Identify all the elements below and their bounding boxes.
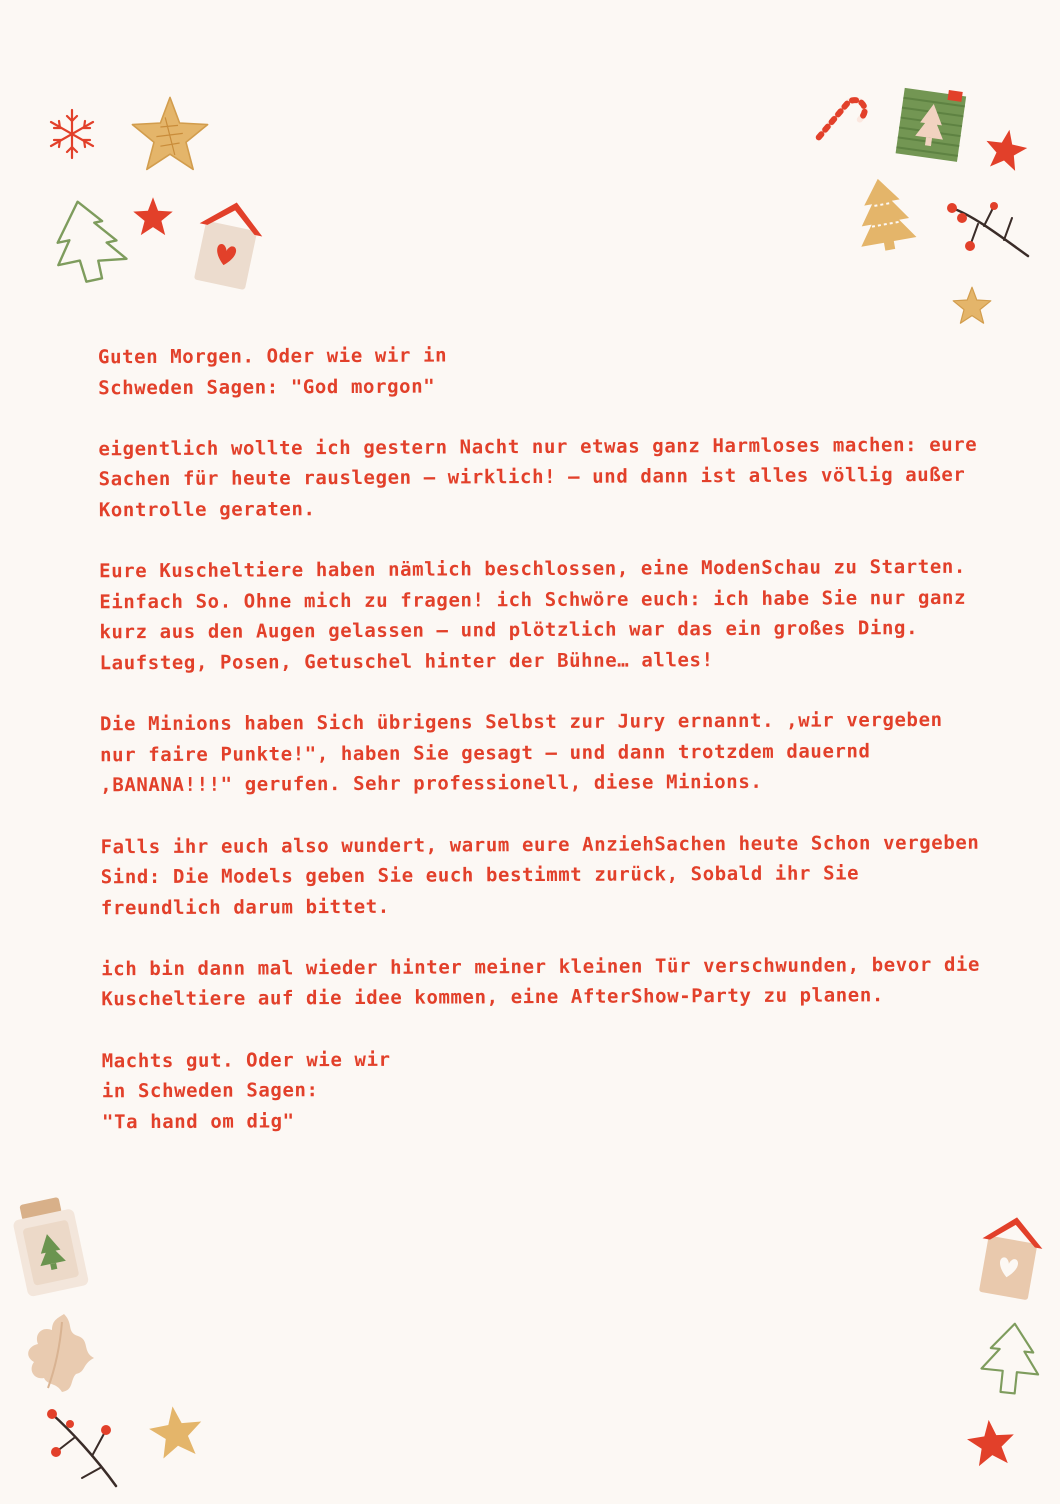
star-icon [984,128,1028,170]
star-icon [148,1404,204,1458]
snowflake-icon [44,106,100,162]
christmas-tree-icon [976,1320,1046,1400]
letter-paragraph-1: eigentlich wollte ich gestern Nacht nur etwas ganz Harmloses machen: eure Sachen für heute rauslegen – wirklich! – und dann ist alles völlig außer Kontrolle geraten. [98,433,978,522]
berry-branch-icon [42,1406,126,1492]
christmas-tree-icon [52,196,128,286]
star-icon [966,1418,1016,1466]
candy-cane-icon [812,84,872,154]
star-icon [132,196,174,236]
house-heart-icon [974,1210,1050,1304]
star-icon [130,94,210,172]
leaf-icon [20,1310,100,1396]
letter-paragraph-3: Die Minions haben Sich übrigens Selbst zur Jury ernannt. ‚wir vergeben nur faire Punkte!", haben Sie gesagt – und dann trotzdem dauernd ‚BANANA!!!" gerufen. Sehr professionell, diese Minions. [99,709,943,797]
star-icon [952,286,992,324]
cookie-jar-icon [10,1188,106,1298]
letter-body [98,338,982,1138]
letter-paragraph-2: Eure Kuscheltiere haben nämlich beschlossen, eine ModenSchau zu Starten. Einfach So. Ohne mich zu fragen! ich Schwöre euch: ich habe Sie nur ganz kurz aus den Augen gelassen – und plötzlich war das ein großes Ding. Laufsteg, Posen, Getuschel hinter der Bühne… alles! [99,555,967,675]
letter-closing: Machts gut. Oder wie wir in Schweden Sagen: "Ta hand om dig" [101,1048,391,1134]
gift-box-icon [894,84,970,164]
letter-paragraph-4: Falls ihr euch also wundert, warum eure AnziehSachen heute Schon vergeben Sind: Die Models geben Sie euch bestimmt zurück, Sobald ihr Sie freundlich darum bittet. [100,831,980,919]
gingerbread-tree-icon [854,176,918,252]
letter-greeting: Guten Morgen. Oder wie wir in Schweden Sagen: "God morgon" [97,344,448,399]
letter-paragraph-5: ich bin dann mal wieder hinter meiner kleinen Tür verschwunden, bevor die Kuscheltiere auf die idee kommen, eine AfterShow-Party zu planen. [101,953,981,1011]
berry-branch-icon [944,196,1034,262]
house-heart-icon [190,196,270,292]
